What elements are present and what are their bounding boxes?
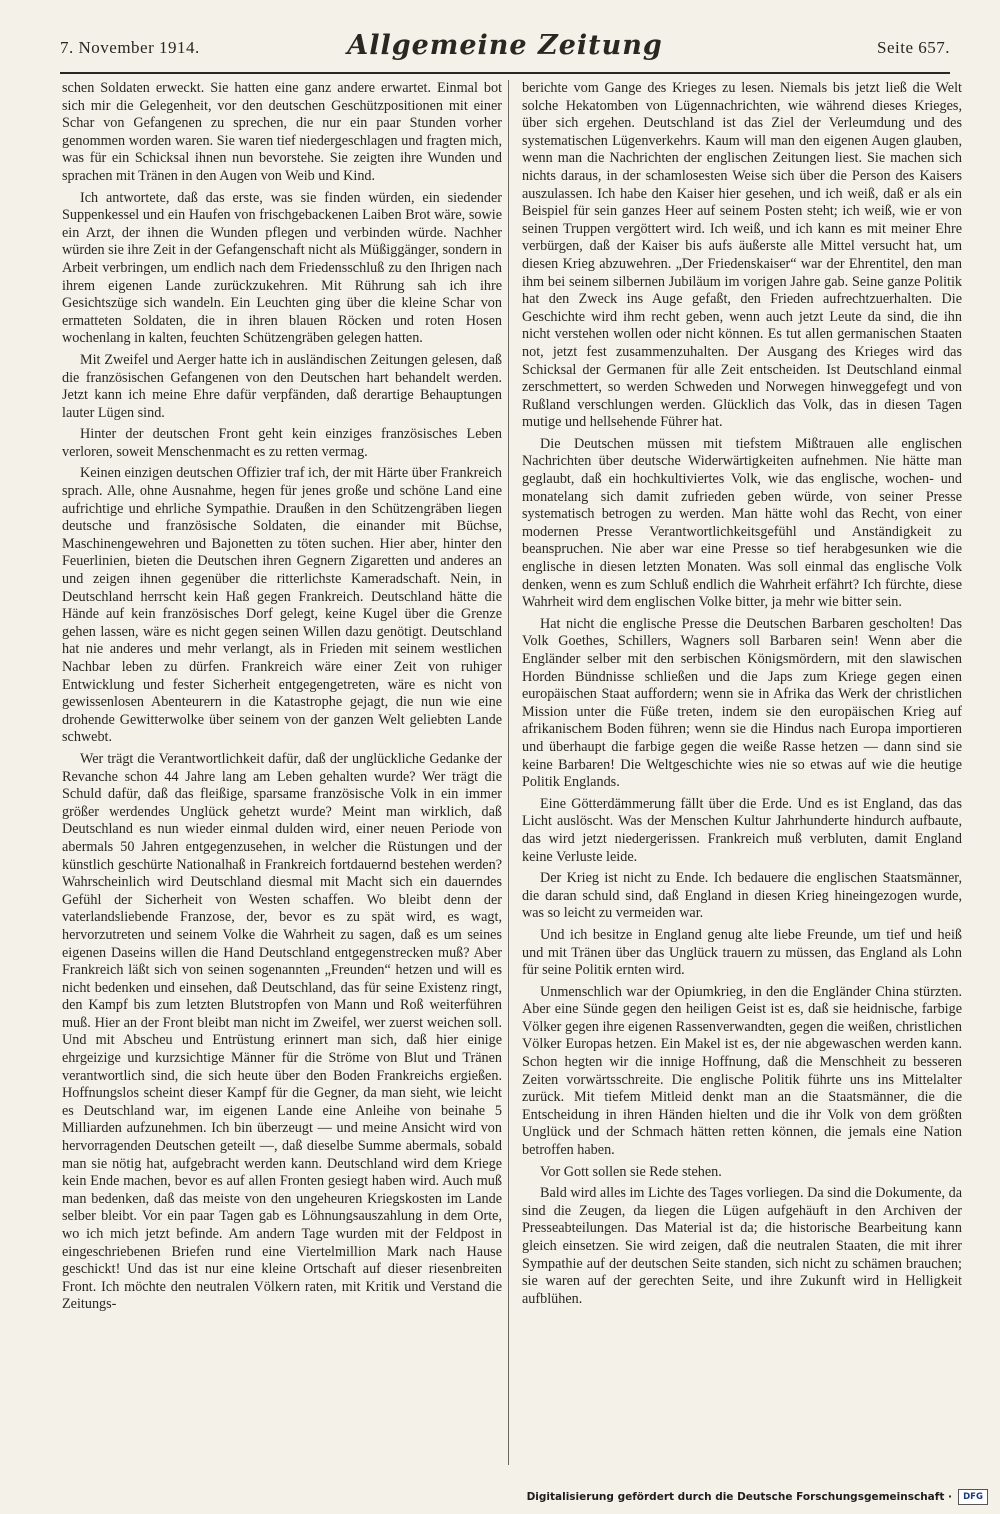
paragraph: Vor Gott sollen sie Rede stehen. — [540, 1163, 722, 1180]
paragraph: Unmenschlich war der Opiumkrieg, in den die Engländer China stürzten. Aber eine Sünde gegen den heiligen Geist ist es, daß sie heidnische, farbige Völker gegen ihre eigenen Rassenverwandten, gegen die weißen, christlichen Völker Europas hetzen. Ein Makel ist es, der nie abgewaschen werden kann. Schon hegten wir die innige Hoffnung, daß die Menschheit zu besseren Zeiten vorwärtsschreite. Die englische Politik führte uns ins Mittelalter zurück. Mit tiefem Mitleid denkt man an die Staatsmänner, die die Entscheidung in ihren Händen hielten und die ihr Volk von dem größten Unglück und der Schmach hätten retten können, die jemals eine Nation betroffen haben. — [522, 983, 962, 1159]
paragraph: Hat nicht die englische Presse die Deutschen Barbaren gescholten! Das Volk Goethes, Schillers, Wagners soll Barbaren sein! Wenn aber die Engländer selber mit den serbischen Königsmördern, mit den slawischen Horden Bündnisse schließen und die Japs zum Kriege gegen einen europäischen Staat auffordern; wenn sie in Afrika das Werk der christlichen Mission unter die Füße treten, indem sie den europäischen Krieg auf afrikanischem Boden führen; wenn sie die Hindus nach Europa importieren und überhaupt die farbige gegen die weiße Rasse hetzen — dann sind sie keine Barbaren! Die Weltgeschichte wies nie so etwas auf wie die heutige Politik Englands. — [522, 615, 962, 791]
header-rule — [60, 72, 950, 74]
digitization-credit — [527, 1486, 988, 1508]
column-divider — [508, 80, 509, 1465]
issue-date: 7. November 1914. — [60, 38, 200, 57]
paragraph: Mit Zweifel und Aerger hatte ich in ausländischen Zeitungen gelesen, daß die französischen Gefangenen von den Deutschen hart behandelt werden. Jetzt kann ich meine Ehre dafür verpfänden, daß derartige Behauptungen lauter Lügen sind. — [62, 351, 502, 421]
paragraph: Ich antwortete, daß das erste, was sie finden würden, ein siedender Suppenkessel und ein Haufen von frischgebackenen Laiben Brot wäre, sowie ein Arzt, der ihnen die Wunden pflegen und verbinden würde. Nachher würden sie ihre Zeit in der Gefangenschaft nicht als Müßiggänger, sondern in Arbeit verbringen, um endlich nach dem Friedensschluß zu den Ihrigen nach ihrem eigenen Lande zurückzukehren. Mit Rührung sah ich ihre Gesichtszüge sich wandeln. Ein Leuchten ging über die kleine Schar von ermatteten Soldaten, die in ihren blauen Röcken und roten Hosen wochenlang in kalten, feuchten Schützengräben gelegen hatten. — [62, 189, 502, 347]
paragraph: Die Deutschen müssen mit tiefstem Mißtrauen alle englischen Nachrichten über deutsche Widerwärtigkeiten aufnehmen. Nie hätte man geglaubt, daß ein hochkultiviertes Volk, wie das englische, wochen- und monatelang sich damit zufrieden geben würde, von seiner Presse systematisch betrogen zu werden. Man hätte wohl das Recht, von einer modernen Presse Verantwortlichkeitsgefühl und Anständigkeit zu beanspruchen. Nie aber war eine Presse so tief herabgesunken wie die englische in diesen letzten Monaten. Was soll einmal das englische Volk denken, wenn es zum Schluß endlich die Wahrheit erfährt? Ich fürchte, diese Wahrheit wird dem englischen Volke bitter, ja mehr wie bitter sein. — [522, 435, 962, 611]
left-column — [62, 80, 502, 1465]
paragraph: berichte vom Gange des Krieges zu lesen. Niemals bis jetzt ließ die Welt solche Hekatomben von Lügennachrichten, wie während dieses Krieges, über sich ergehen. Deutschland ist das Ziel der Verleumdung und des systematischen Lügenverkehrs. Kaum will man den eigenen Augen glauben, wenn man die Nachrichten der englischen Zeitungen liest. Sie machen sich nichts daraus, in der schamlosesten Weise sich über die Person des Kaisers auszulassen. Ich habe den Kaiser hier gesehen, und ich weiß, daß er als ein Beispiel für sein ganzes Heer auf seinem Posten steht; ich weiß, wie er von seinen Truppen vergöttert wird. Ich weiß, und ich kann es mit meiner Ehre verbürgen, daß der Kaiser bis aufs äußerste alle Mittel versucht hat, um diesen Krieg abzuwehren. „Der Friedenskaiser“ war der Ehrentitel, den man ihm bei seinem silbernen Jubiläum im vorigen Jahre gab. Seine ganze Politik hat den Zweck ins Auge gefaßt, den Frieden aufrechtzuerhalten. Die Geschichte wird ihm recht geben, wenn auch jetzt Leute da sind, die ihn nicht verstehen wollen oder nicht können. Es tut allen germanischen Staaten not, jetzt fest zusammenzuhalten. Der Ausgang des Krieges wird das Schicksal der Germanen für alle Zeit entscheiden. Ist Deutschland einmal zerschmettert, so werden Schweden und Norwegen hinweggefegt und von Rußland verschlungen werden. Glücklich das Volk, das in diesen Tagen mutige und hellsehende Führer hat. — [522, 80, 962, 431]
paragraph: Eine Götterdämmerung fällt über die Erde. Und es ist England, das das Licht auslöscht. Was der Menschen Kultur Jahrhunderte hindurch aufbaute, das wird jetzt niedergerissen. Frankreich muß verbluten, damit England keine Verluste leide. — [522, 795, 962, 865]
paragraph: Und ich besitze in England genug alte liebe Freunde, um tief und heiß und mit Tränen über das Unglück trauern zu müssen, das England als Lohn für seine Politik ernten wird. — [522, 926, 962, 979]
newspaper-title: Allgemeine Zeitung — [347, 30, 663, 61]
dfg-logo: DFG — [958, 1489, 988, 1505]
right-column — [522, 80, 962, 1465]
credit-text: Digitalisierung gefördert durch die Deutsche Forschungsgemeinschaft · — [526, 1491, 952, 1503]
paragraph: Keinen einzigen deutschen Offizier traf ich, der mit Härte über Frankreich sprach. Alle, ohne Ausnahme, hegen für jenes große und schöne Land eine aufrichtige und ehrliche Sympathie. Draußen in den Schützengräben liegen deutsche und französische Soldaten, die einander mit Büchse, Maschinengewehren und Bajonetten zu töten suchen. Hier aber, hinter den Feuerlinien, bieten die Deutschen ihren Gegnern Zigaretten und anderes an und zeigen ihnen gegenüber die ritterlichste Kameradschaft. Nein, in Deutschland herrscht kein Haß gegen Frankreich. Deutschland hätte die Hände auf kein französisches Dorf gelegt, keine Kugel über die Grenze gehen lassen, wäre es nicht gegen seinen Willen dazu genötigt. Deutschland hat nie anderes und mehr verlangt, als in Frieden mit seinem westlichen Nachbar leben zu dürfen. Frankreich wäre einer Zeit von ruhiger Entwicklung und fester Sicherheit entgegengetreten, wäre es nicht von gewissenlosen Abenteurern in die Katastrophe gejagt, die nun wie eine drohende Gewitterwolke über seinem von der ganzen Welt geliebten Lande schwebt. — [62, 465, 502, 746]
paragraph: Der Krieg ist nicht zu Ende. Ich bedauere die englischen Staatsmänner, die daran schuld sind, daß England in diesen Krieg hineingezogen wurde, was so leicht zu vermeiden war. — [522, 870, 962, 922]
page-header — [60, 30, 950, 70]
paragraph: Hinter der deutschen Front geht kein einziges französisches Leben verloren, soweit Menschenmacht es zu retten vermag. — [62, 426, 502, 460]
paragraph: Bald wird alles im Lichte des Tages vorliegen. Da sind die Dokumente, da sind die Zeugen, da liegen die Lügen aufgehäuft in den Archiven der Presseabteilungen. Das Material ist da; die historische Bearbeitung kann gleich einsetzen. Sie wird zeigen, daß die neutralen Staaten, die mit ihrer Sympathie auf der deutschen Seite standen, sich nicht zu schämen brauchen; sie waren auf der gerechten Seite, und ihre Zukunft wird in Helligkeit aufblühen. — [522, 1185, 962, 1307]
page-number: Seite 657. — [877, 38, 950, 57]
paragraph: Wer trägt die Verantwortlichkeit dafür, daß der unglückliche Gedanke der Revanche schon 44 Jahre lang am Leben gehalten wurde? Wer trägt die Schuld dafür, daß das fleißige, sparsame französische Volk in ein immer größer werdendes Unglück gehetzt wurde? Meint man wirklich, daß Deutschland es nun wieder einmal dulden wird, einer neuen Periode von abermals 50 Jahren entgegenzusehen, in welcher die Rüstungen und der künstlich geschürte Nationalhaß in Frankreich fortdauernd bestehen werden? Wahrscheinlich wird Deutschland diesmal mit Macht sich ein dauerndes Gefühl der Sicherheit von Westen schaffen. Wo bleibt denn der vaterlandsliebende Franzose, der, bevor es zu spät wird, es wagt, hervorzutreten und seinem Volke die Wahrheit zu sagen, daß es um seines eigenen Daseins willen die Hand Deutschland entgegenstrecken muß? Aber Frankreich läßt sich von seinen sogenannten „Freunden“ hetzen und will es nicht bedenken und einsehen, daß Deutschland, das für seine Existenz ringt, den Kampf bis zum letzten Blutstropfen von Mann und Roß weiterführen muß. Hier an der Front bleibt man nicht im Zweifel, wer zuerst weichen soll. Und mit Abscheu und Entrüstung erinnert man sich, daß hier einige ehrgeizige und kurzsichtige Männer für die Ströme von Blut und Tränen verantwortlich sind, die sich heute über den Boden Frankreichs ergießen. Hoffnungslos scheint dieser Kampf für die Gegner, da man sieht, wie leicht es Deutschland war, im eigenen Lande eine Anleihe von beinahe 5 Milliarden aufzunehmen. Ich bin überzeugt — und meine Ansicht wird von hervorragenden Deutschen geteilt —, daß dieselbe Summe abermals, sobald man sie nötig hat, aufgebracht werden kann. Deutschland wird dem Kriege kein Ende machen, bevor es auf allen Fronten gesiegt haben wird. Auch muß man bedenken, daß das meiste von den ungeheuren Kriegskosten im Lande selber bleibt. Vor ein paar Tagen gab es Löhnungsauszahlung in dem Orte, wo ich mich jetzt befinde. Am andern Tage wurden mit der Feldpost in eingeschriebenen Briefen rund eine Viertelmillion Mark nach Hause geschickt! Und das ist nur eine kleine Ortschaft auf dieser riesenbreiten Front. Ich möchte den neutralen Völkern raten, mit Kritik und Verstand die Zeitungs- — [62, 750, 502, 1313]
paragraph: schen Soldaten erweckt. Sie hatten eine ganz andere erwartet. Einmal bot sich mir die Gelegenheit, vor den deutschen Geschützpositionen mit einer Schar von Gefangenen zu sprechen, die nur ein paar Stunden vorher genommen worden waren. Sie waren tief niedergeschlagen und fragten mich, was für ein Schicksal ihnen nun bevorstehe. Sie zeigten ihre Wunden und sprachen mit Tränen in den Augen von Weib und Kind. — [62, 80, 502, 184]
